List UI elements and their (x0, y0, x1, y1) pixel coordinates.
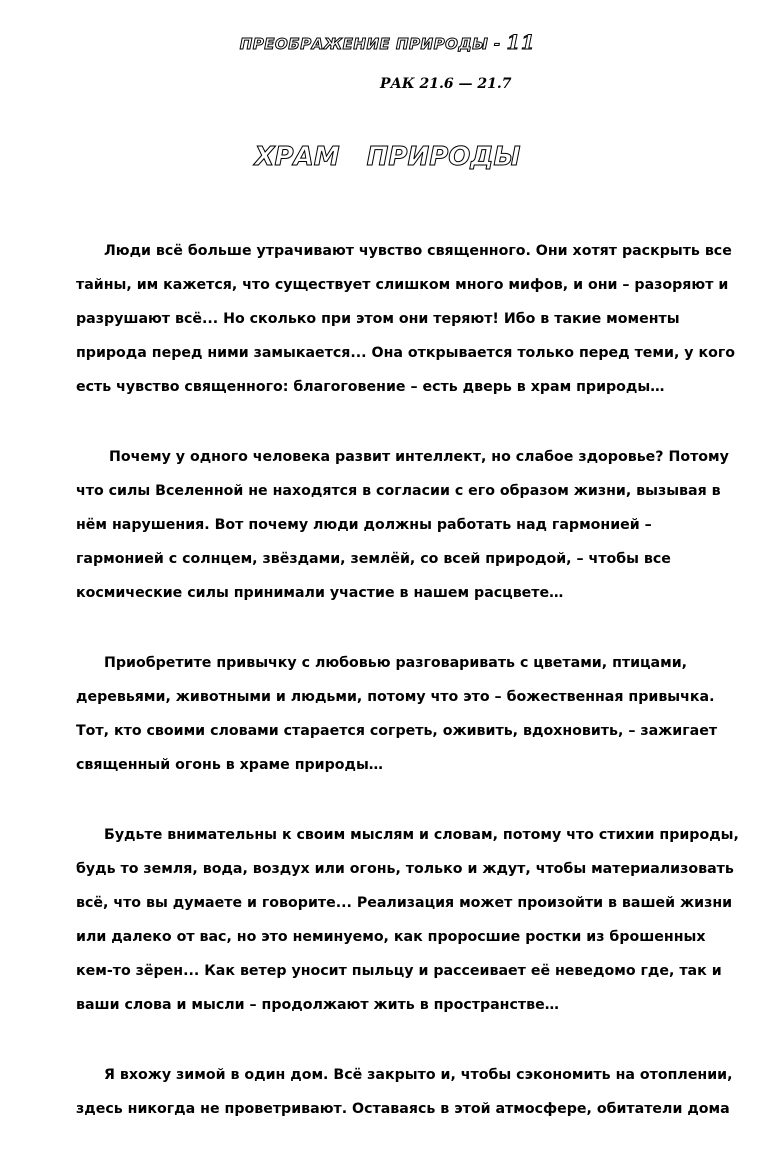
text-line: Тот, кто своими словами старается согреть, оживить, вдохновить, – зажигает (76, 723, 718, 739)
text-line: природа перед ними замыкается... Она открывается только перед теми, у кого (76, 345, 736, 361)
paragraph-2 (76, 440, 729, 610)
text-line: Будьте внимательны к своим мыслям и словам, потому что стихии природы, (104, 827, 739, 843)
text-line: что силы Вселенной не находятся в согласии с его образом жизни, вызывая в (76, 483, 721, 499)
zodiac-sign-dates: РАК 21.6 — 21.7 (380, 76, 512, 92)
text-line: ваши слова и мысли – продолжают жить в пространстве… (76, 997, 559, 1013)
text-line: всё, что вы думаете и говорите... Реализация может произойти в вашей жизни (76, 895, 733, 911)
text-line: нём нарушения. Вот почему люди должны работать над гармонией – (76, 517, 652, 533)
series-number: 11 (506, 30, 536, 54)
text-line: космические силы принимали участие в нашем расцвете… (76, 585, 564, 601)
text-line: Люди всё больше утрачивают чувство священного. Они хотят раскрыть все (104, 243, 732, 259)
text-line: тайны, им кажется, что существует слишком много мифов, и они – разоряют и (76, 277, 729, 293)
text-line: разрушают всё... Но сколько при этом они теряют! Ибо в такие моменты (76, 311, 680, 327)
paragraph-5 (76, 1058, 733, 1126)
body-text (76, 234, 739, 1162)
text-line: или далеко от вас, но это неминуемо, как проросшие ростки из брошенных (76, 929, 706, 945)
text-line: священный огонь в храме природы… (76, 757, 383, 773)
text-line: Приобретите привычку с любовью разговаривать с цветами, птицами, (104, 655, 688, 671)
text-line: Почему у одного человека развит интеллект, но слабое здоровье? Потому (109, 449, 729, 465)
paragraph-4 (76, 818, 739, 1022)
text-line: есть чувство священного: благоговение – есть дверь в храм природы… (76, 379, 665, 395)
text-line: Я вхожу зимой в один дом. Всё закрыто и, чтобы сэкономить на отоплении, (104, 1067, 733, 1083)
text-line: здесь никогда не проветривают. Оставаясь в этой атмосфере, обитатели дома (76, 1101, 730, 1117)
text-line: кем-то зёрен... Как ветер уносит пыльцу и рассеивает её неведомо где, так и (76, 963, 722, 979)
page-title: ХРАМ ПРИРОДЫ (254, 142, 521, 172)
paragraph-1 (76, 234, 736, 404)
series-title: ПРЕОБРАЖЕНИЕ ПРИРОДЫ - (239, 35, 501, 53)
series-header (0, 30, 775, 54)
text-line: будь то земля, вода, воздух или огонь, только и ждут, чтобы материализовать (76, 861, 734, 877)
text-line: гармонией с солнцем, звёздами, землёй, со всей природой, – чтобы все (76, 551, 671, 567)
paragraph-3 (76, 646, 716, 782)
text-line: деревьями, животными и людьми, потому что это – божественная привычка. (76, 689, 715, 705)
